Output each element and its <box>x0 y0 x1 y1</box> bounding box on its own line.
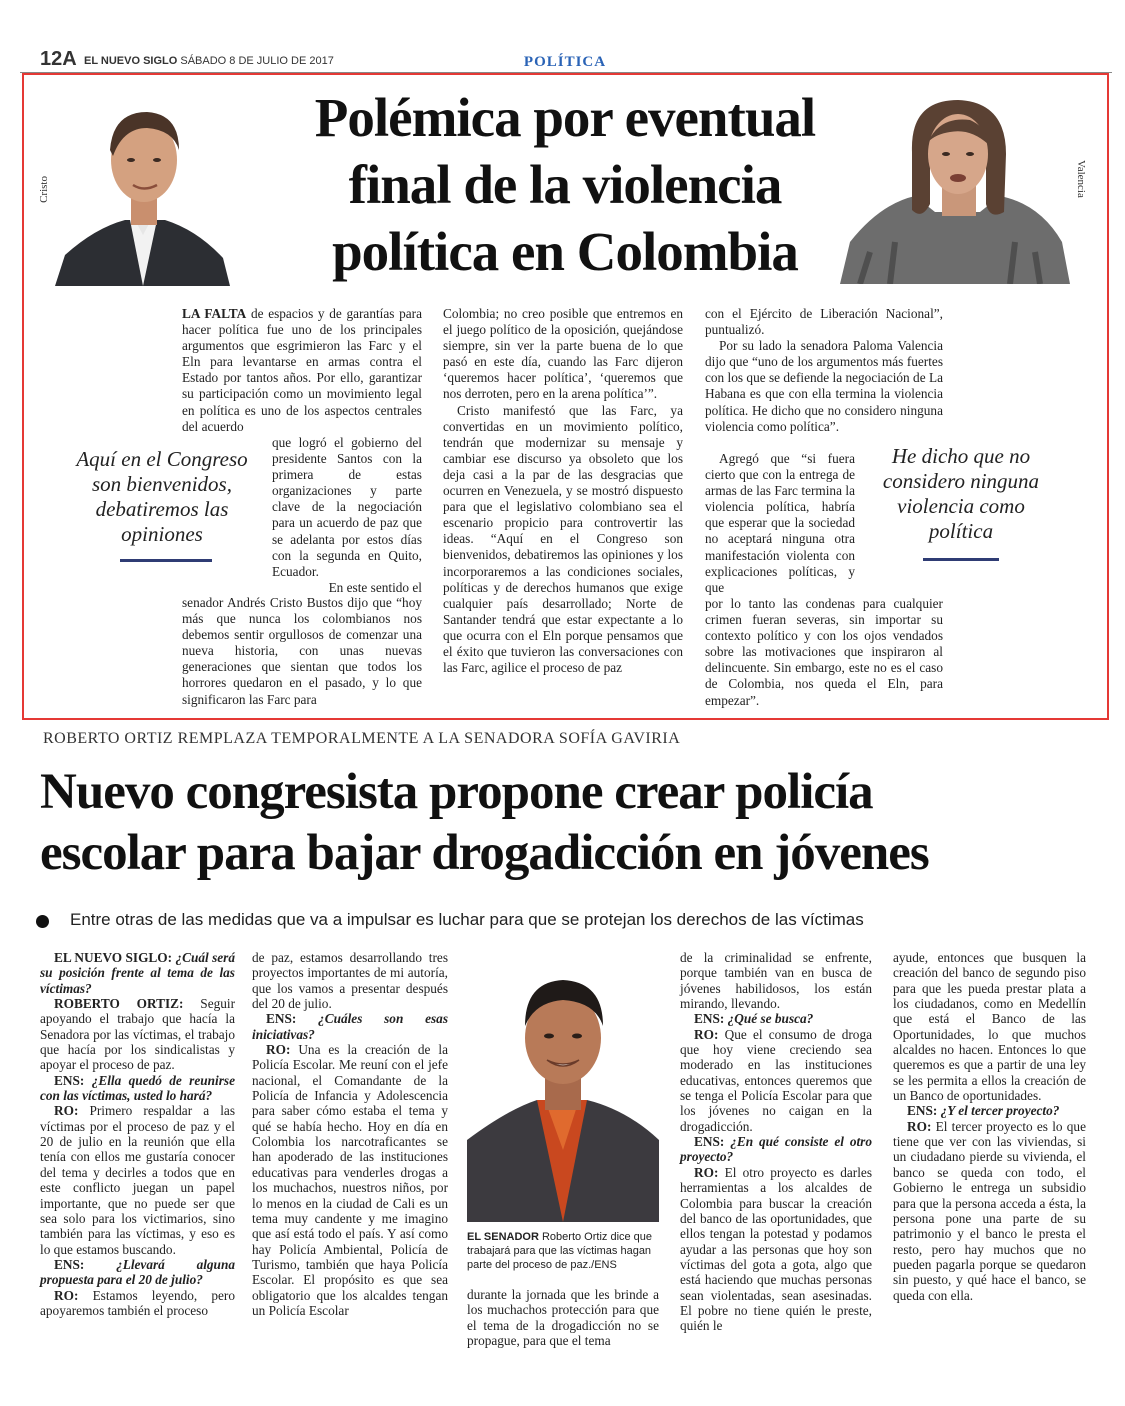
answer-text: El tercer proyecto es lo que tiene que ver con las viviendas, si un ciudadano pierde su vivienda, el banco se queda con todo, el Gobierno le entrega un subsidio para que la persona acceda a ésta, la persona pone una parte de su patrimonio y el banco le presta el resto, pero hay muchos que no pueden pagarla porque se quedaron sin puesto, y qué hace el banco, se queda con ella. <box>893 1118 1086 1303</box>
article2-subtitle: Entre otras de las medidas que va a impulsar es luchar para que se protejan los derechos de las víctimas <box>70 910 864 929</box>
paragraph-text: En este sentido el <box>328 579 422 595</box>
answer-text: El otro proyecto es darles herramientas a los alcaldes de Colombia para buscar la creación del banco de las oportunidades, que ellos tengan la potestad y podamos ayudar a las personas que hoy son víctimas del gota a gota, algo que está haciendo que muchas personas sean violentadas, sean asesinadas. El pobre no tiene quién le preste, quién le <box>680 1164 872 1334</box>
speaker-label: ROBERTO ORTIZ: <box>54 996 184 1012</box>
article2-title-line: Nuevo congresista propone crear policía <box>40 764 873 820</box>
article2-column5 <box>893 950 1086 1303</box>
article1-title <box>285 84 845 285</box>
question-text: ¿Y el tercer proyecto? <box>940 1103 1060 1119</box>
answer-text: Primero respaldar a las víctimas por el proceso de paz y el 20 de julio en la reunión que ella tenía con ellos me gustaría conocer del tema y decirles a todos que en este conflicto juegan un papel importante, que no puede ser que sea solo para los victimarios, sino también para las víctimas, y eso es lo que estamos buscando. <box>40 1103 235 1257</box>
article1-column3-side <box>705 451 855 596</box>
article2-column3 <box>467 1287 659 1348</box>
article1-title-line: Polémica por eventual <box>314 87 816 148</box>
pull-quote-line: violencia como <box>897 494 1025 518</box>
question-text: ¿Qué se busca? <box>727 1011 814 1027</box>
article1-column3-top <box>705 306 943 435</box>
answer-text: Una es la creación de la Policía Escolar. Me reuní con el jefe nacional, el Comandante de la Policía de Infancia y Adolescencia para saber cómo estaba el tema y qué se había hecho. Hoy en día en Colombia los narcotraficantes se han apoderado de las instituciones educativas para venderles drogas a los muchachos, nuestros niños, por lo menos en la ciudad de Cali es un tema muy candente y me imagino que así está todo el país. Y así como hay Policía Ambiental, Policía de Turismo, también que haya Policía Escolar. El propósito es que sea obligatorio que los alcaldes tengan un Policía Escolar <box>252 1042 448 1318</box>
paragraph-text: Colombia; no creo posible que entremos en el juego político de la oposición, quejándose siempre, sin ver la parte buena de lo que pasó en este día, cuando las Farc dijeron ‘queremos hacer política’, ‘queremos que nos derroten, pero en la arena política’”. <box>443 306 683 402</box>
article1-column2 <box>443 306 683 676</box>
pull-quote-line: debatiremos las <box>95 497 229 521</box>
pull-quote-right-rule <box>923 558 999 561</box>
speaker-label: RO: <box>907 1118 932 1134</box>
speaker-label: RO: <box>694 1164 719 1180</box>
valencia-photo <box>840 92 1070 284</box>
answer-text: ayude, entonces que busquen la creación del banco de segundo piso para que les pueda prestar plata a los ciudadanos, como en Medellín que está el Banco de las Oportunidades, lo que muchos alcaldes no hacen. Entonces lo que queremos es que a partir de una ley se les permita a ellos la creación de un Banco de oportunidades. <box>893 950 1086 1104</box>
paragraph-text: de espacios y de garantías para hacer política fue uno de los principales argumentos que esgrimieron las Farc y el Eln para levantarse en armas contra el Estado por tantos años. Por ello, garantizar su participación como un movimiento legal en política es uno de los aspectos centrales del acuerdo <box>182 306 422 434</box>
speaker-label: EL NUEVO SIGLO: <box>54 950 173 965</box>
cristo-photo <box>55 90 230 286</box>
section-name: POLÍTICA <box>523 54 607 70</box>
roberto-ortiz-photo <box>467 950 659 1222</box>
article1-title-line: final de la violencia <box>348 154 782 215</box>
article1-column1-side <box>272 435 422 596</box>
pull-quote-left <box>62 447 262 547</box>
pull-quote-right <box>866 444 1056 544</box>
paragraph-text: Agregó que “si fuera cierto que con la entrega de armas de las Farc termina la violencia política, habría que esperar que la sociedad no aceptará ninguna otra manifestación violenta con explicaciones políticas, y que <box>705 451 855 595</box>
answer-text: de paz, estamos desarrollando tres proyectos importantes de mi autoría, que los vamos a presentar después del 20 de julio. <box>252 950 448 1012</box>
page-number: 12A <box>40 48 77 70</box>
pull-quote-line: son bienvenidos, <box>92 472 232 496</box>
speaker-label: ENS: <box>907 1103 938 1119</box>
speaker-label: RO: <box>266 1042 291 1058</box>
answer-text: durante la jornada que les brinde a los muchachos protección para que el tema de la drogadicción no se propague, para que el tema <box>467 1287 659 1349</box>
article1-title-line: política en Colombia <box>332 221 798 282</box>
paragraph-text: que logró el gobierno del presidente Santos con la primera de estas organizaciones y parte clave de la negociación para un acuerdo de paz que se adelanta por estos días con la segunda en Quito, Ecuador. <box>272 435 422 579</box>
speaker-label: ENS: <box>54 1256 85 1272</box>
paragraph-text: Por su lado la senadora Paloma Valencia dijo que “uno de los argumentos más fuertes con los que se defiende la negociación de La Habana es que con ella termina la violencia política. He dicho que no considero ninguna violencia como política”. <box>705 338 943 434</box>
speaker-label: ENS: <box>54 1072 85 1088</box>
question-text: ¿En qué consiste el otro proyecto? <box>680 1134 872 1165</box>
issue-date: SÁBADO 8 DE JULIO DE 2017 <box>180 55 334 67</box>
paragraph-text: Cristo manifestó que las Farc, ya convertidas en un movimiento político, tendrán que modernizar su mensaje y cambiar ese discurso ya obsoleto que los deja casi a la par de las desgracias que ocurren en Venezuela, y se mostró dispuesto para que el legislativo colombiano sea el escenario propicio para controvertir las ideas. “Aquí en el Congreso son bienvenidos, debatiremos las opiniones y los incorporaremos a las condiciones sociales, políticas y de derechos humanos que exige cualquier país desarrollado; Norte de Santander tendrá que estar expectante a lo que ocurra con el Eln porque pensamos que el éxito que tuvieron las conversaciones con las Farc, agilice el proceso de paz <box>443 402 683 676</box>
article2-column2 <box>252 950 448 1318</box>
paragraph-text: con el Ejército de Liberación Nacional”, puntualizó. <box>705 306 943 338</box>
question-text: ¿Cuál será su posición frente al tema de las víctimas? <box>40 950 236 996</box>
cristo-photo-caption: Cristo <box>38 176 50 203</box>
speaker-label: RO: <box>54 1287 79 1303</box>
pull-quote-line: considero ninguna <box>882 469 1040 493</box>
speaker-label: RO: <box>54 1103 79 1119</box>
article1-column1-top <box>182 306 422 435</box>
article2-title-line: escolar para bajar drogadicción en jóvenes <box>40 825 929 881</box>
paragraph-text: por lo tanto las condenas para cualquier crimen fueran severas, sin importar su contexto político y con los ojos vendados sobre las motivaciones que inspiraron al delincuente. Sin embargo, este no es el caso de Colombia, nos queda el Eln, para empezar”. <box>705 596 943 708</box>
bullet-icon <box>36 915 49 928</box>
pull-quote-line: He dicho que no <box>891 444 1031 468</box>
article1-paragraph <box>182 306 422 435</box>
question-text: ¿Llevará alguna propuesta para el 20 de julio? <box>40 1256 235 1288</box>
answer-text: de la criminalidad se enfrente, porque también van en busca de jóvenes habilidosos, los están mirando, llevando. <box>680 950 872 1012</box>
newspaper-dateline <box>84 55 334 67</box>
answer-text: Que el consumo de droga que hoy viene creciendo sea moderado en las instituciones educativas, entonces queremos que se tenga el Policía Escolar para que los jóvenes no caigan en la drogadicción. <box>680 1026 873 1134</box>
lead-word: LA FALTA <box>182 306 247 321</box>
valencia-photo-caption: Valencia <box>1075 160 1087 198</box>
speaker-label: ENS: <box>694 1134 725 1150</box>
article2-column4 <box>680 950 872 1334</box>
answer-text: Seguir apoyando el trabajo que hacía la Senadora por las víctimas, el trabajo que hacía por los sindicalistas y apoyar el proceso de paz. <box>40 996 236 1073</box>
speaker-label: ENS: <box>266 1011 297 1027</box>
speaker-label: RO: <box>694 1026 719 1042</box>
paragraph-text: senador Andrés Cristo Bustos dijo que “hoy más que nunca los colombianos nos debemos sentir orgullosos de comenzar una nueva historia, con unas nuevas generaciones que sientan que todos los horrores quedaron en el pasado, y lo que significaron las Farc para <box>182 595 422 707</box>
question-text: ¿Ella quedó de reunirse con las víctimas, usted lo hará? <box>40 1072 235 1104</box>
answer-text: Estamos leyendo, pero apoyaremos también el proceso <box>40 1287 236 1318</box>
caption-text: Roberto Ortiz dice que trabajará para que las víctimas hagan parte del proceso de paz./ENS <box>467 1231 653 1271</box>
speaker-label: ENS: <box>694 1011 725 1027</box>
newspaper-name: EL NUEVO SIGLO <box>84 55 178 67</box>
article2-column1 <box>40 950 235 1318</box>
article2-kicker: ROBERTO ORTIZ REMPLAZA TEMPORALMENTE A LA SENADORA SOFÍA GAVIRIA <box>43 730 681 747</box>
pull-quote-line: Aquí en el Congreso <box>76 447 248 471</box>
article2-title <box>40 762 1100 884</box>
article1-column1-bottom <box>182 595 422 708</box>
roberto-ortiz-photo-caption <box>467 1230 659 1272</box>
question-text: ¿Cuáles son esas iniciativas? <box>252 1011 448 1042</box>
pull-quote-left-rule <box>120 559 212 562</box>
pull-quote-line: política <box>928 519 994 543</box>
caption-lead: EL SENADOR <box>467 1231 539 1243</box>
article1-column3-bottom <box>705 596 943 709</box>
pull-quote-line: opiniones <box>121 522 203 546</box>
